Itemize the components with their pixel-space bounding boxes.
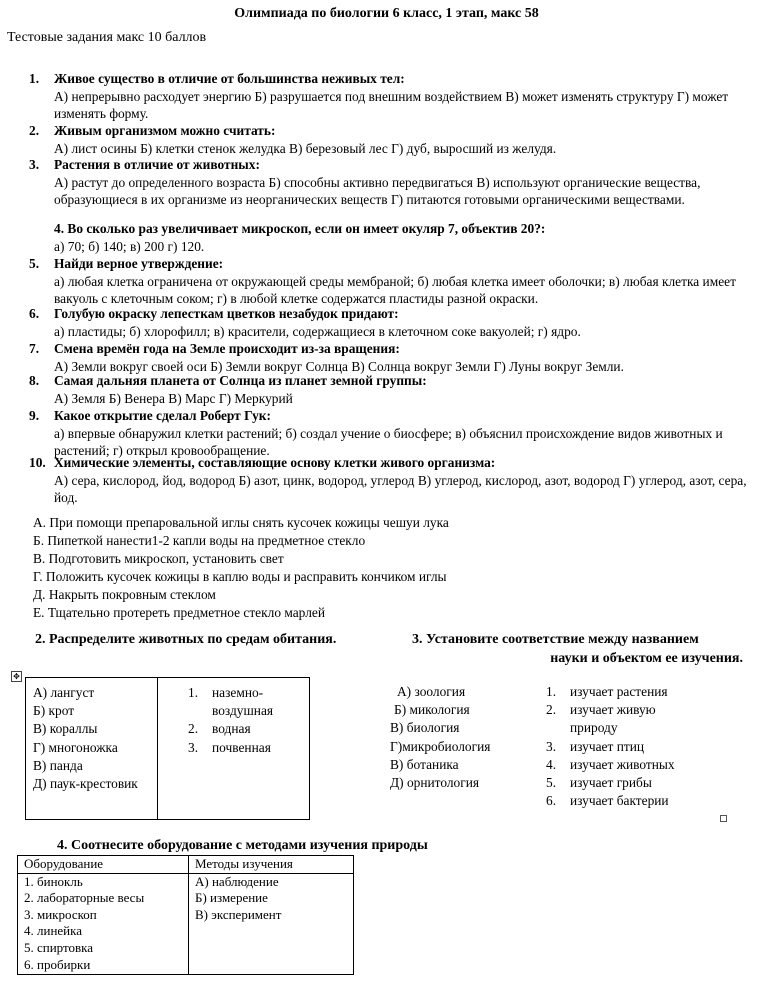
table-divider: [157, 678, 158, 819]
equipment-table: [17, 855, 354, 975]
object-item: 1. изучает растения: [546, 684, 668, 699]
sciences-list: [390, 683, 490, 792]
science-item: В) биология: [390, 720, 460, 736]
science-item: Г)микробиология: [390, 738, 491, 754]
question-answers: А) сера, кислород, йод, водород Б) азот, цинк, водород, углерод В) углерод, кислород, азот, водород Г) углерод, азот, сера, йод.: [54, 472, 747, 506]
question-number: 5.: [29, 256, 40, 271]
question-number: 1.: [29, 71, 40, 86]
methods-cell: [189, 873, 354, 974]
question-answers: а) впервые обнаружил клетки растений; б) создал учение о биосфере; в) объяснил происхождение видов животных и растений; г) открыл кровообращение.: [54, 425, 723, 459]
animal-item: В) кораллы: [33, 721, 98, 737]
animal-item: Г) многоножка: [33, 739, 118, 755]
step-item: Б. Пипеткой нанести1-2 капли воды на предметное стекло: [33, 533, 366, 549]
equipment-item: 3. микроскоп: [24, 906, 97, 922]
question-item: [29, 255, 754, 308]
question-heading: Голубую окраску лепесткам цветков незабудок придают:: [54, 306, 399, 321]
animal-item: А) лангуст: [33, 685, 95, 700]
resize-handle-icon[interactable]: [720, 815, 727, 822]
equipment-item: 6. пробирки: [24, 956, 91, 972]
question-number: 10.: [29, 455, 46, 470]
object-item: 2. изучает живую природу: [546, 702, 656, 736]
step-item: А. При помощи препаровальной иглы снять кусочек кожицы чешуи лука: [33, 515, 449, 530]
question-heading: Самая дальняя планета от Солнца из планет земной группы:: [54, 373, 427, 388]
table-header-row: [18, 856, 354, 874]
equipment-item: 1. бинокль: [24, 873, 83, 889]
question-item: [29, 407, 754, 460]
habitat-table: [25, 677, 310, 820]
equipment-item: 5. спиртовка: [24, 939, 94, 955]
science-item: В) ботаника: [390, 756, 459, 772]
question-item: [29, 454, 754, 507]
question-item: [29, 340, 754, 375]
equipment-item: 2. лабораторные весы: [24, 890, 145, 906]
science-item: А) зоология: [397, 684, 466, 699]
question-answers: А) лист осины Б) клетки стенок желудка В) березовый лес Г) дуб, выросший из желудя.: [54, 140, 557, 156]
task4-heading: 4. Соотнесите оборудование с методами изучения природы: [57, 838, 428, 853]
question-answers: А) Земля Б) Венера В) Марс Г) Меркурий: [54, 390, 293, 406]
question-item: [29, 305, 754, 340]
science-item: Б) микология: [394, 702, 470, 718]
object-item: 4. изучает животных: [546, 756, 675, 772]
task3-heading-line1: 3. Установите соответствие между названием: [412, 632, 699, 647]
equipment-item: 4. линейка: [24, 923, 83, 939]
question-heading: Живым организмом можно считать:: [54, 123, 276, 138]
question-number: 3.: [29, 157, 40, 172]
question-heading: Живое существо в отличие от большинства неживых тел:: [54, 71, 405, 86]
question-answers: А) Земли вокруг своей оси Б) Земли вокруг Солнца В) Солнца вокруг Земли Г) Луны вокруг Земли.: [54, 358, 624, 374]
equipment-cell: [18, 873, 189, 974]
habitat-item: 3. почвенная: [188, 739, 271, 755]
step-item: Д. Накрыть покровным стеклом: [33, 587, 216, 603]
question-heading: Химические элементы, составляющие основу клетки живого организма:: [54, 455, 496, 470]
step-item: Г. Положить кусочек кожицы в каплю воды и расправить кончиком иглы: [33, 569, 447, 585]
table-row: [18, 873, 354, 974]
page-title: Олимпиада по биологии 6 класс, 1 этап, макс 58: [234, 6, 539, 21]
methods-header: Методы изучения: [189, 856, 354, 874]
object-item: 6. изучает бактерии: [546, 793, 669, 809]
question-number: 9.: [29, 408, 40, 423]
habitats-column: [188, 684, 317, 757]
task2-heading: 2. Распределите животных по средам обитания.: [35, 632, 337, 647]
science-objects-list: [546, 683, 700, 810]
task3-heading-line2: науки и объектом ее изучения.: [550, 651, 743, 666]
question-heading: Растения в отличие от животных:: [54, 157, 260, 172]
science-item: Д) орнитология: [390, 775, 480, 791]
animal-item: В) панда: [33, 757, 83, 773]
method-item: А) наблюдение: [195, 873, 279, 889]
question-number: 8.: [29, 373, 40, 388]
question-answers: а) любая клетка ограничена от окружающей среды мембраной; б) любая клетка имеет оболочки; в) любая клетка имеет вакуоль с клеточным соком; г) в любой клетке содержатся пластиды разной окраски.: [54, 273, 736, 307]
table-move-handle-icon[interactable]: ✥: [11, 671, 22, 682]
question-number: 6.: [29, 306, 40, 321]
question-heading: Найди верное утверждение:: [54, 256, 224, 271]
question-item: [29, 156, 754, 209]
habitat-item: 1. наземно-воздушная: [188, 685, 274, 719]
object-item: 3. изучает птиц: [546, 738, 645, 754]
question-item: [29, 122, 754, 157]
question-answers: А) непрерывно расходует энергию Б) разрушается под внешним воздействием В) может изменять структуру Г) может изменять форму.: [54, 88, 729, 122]
question-item: [29, 220, 754, 255]
habitat-item: 2. водная: [188, 721, 251, 737]
question-item: [29, 70, 754, 123]
question-number: 2.: [29, 123, 40, 138]
question-number: 7.: [29, 341, 40, 356]
question-heading: Смена времён года на Земле происходит из-за вращения:: [54, 341, 400, 356]
question-answers: а) 70; б) 140; в) 200 г) 120.: [54, 238, 205, 254]
animals-column: [33, 684, 138, 793]
question-answers: А) растут до определенного возраста Б) способны активно передвигаться В) используют органические вещества, образующиеся в их организме из неорганических веществ Г) питаются готовыми органическими веществами.: [54, 174, 701, 208]
method-item: В) эксперимент: [195, 906, 282, 922]
question-item: [29, 372, 754, 407]
animal-item: Б) крот: [33, 703, 75, 719]
equipment-header: Оборудование: [18, 856, 189, 874]
steps-list: [33, 514, 449, 623]
method-item: Б) измерение: [195, 890, 268, 906]
section-subtitle: Тестовые задания макс 10 баллов: [7, 30, 207, 45]
question-answers: а) пластиды; б) хлорофилл; в) красители, содержащиеся в клеточном соке вакуолей; г) ядро.: [54, 323, 581, 339]
question-heading: Какое открытие сделал Роберт Гук:: [54, 408, 271, 423]
question-heading: 4. Во сколько раз увеличивает микроскоп, если он имеет окуляр 7, объектив 20?:: [54, 221, 546, 236]
step-item: Е. Тщательно протереть предметное стекло марлей: [33, 605, 325, 621]
animal-item: Д) паук-крестовик: [33, 776, 138, 792]
object-item: 5. изучает грибы: [546, 775, 652, 791]
step-item: В. Подготовить микроскоп, установить свет: [33, 551, 284, 567]
